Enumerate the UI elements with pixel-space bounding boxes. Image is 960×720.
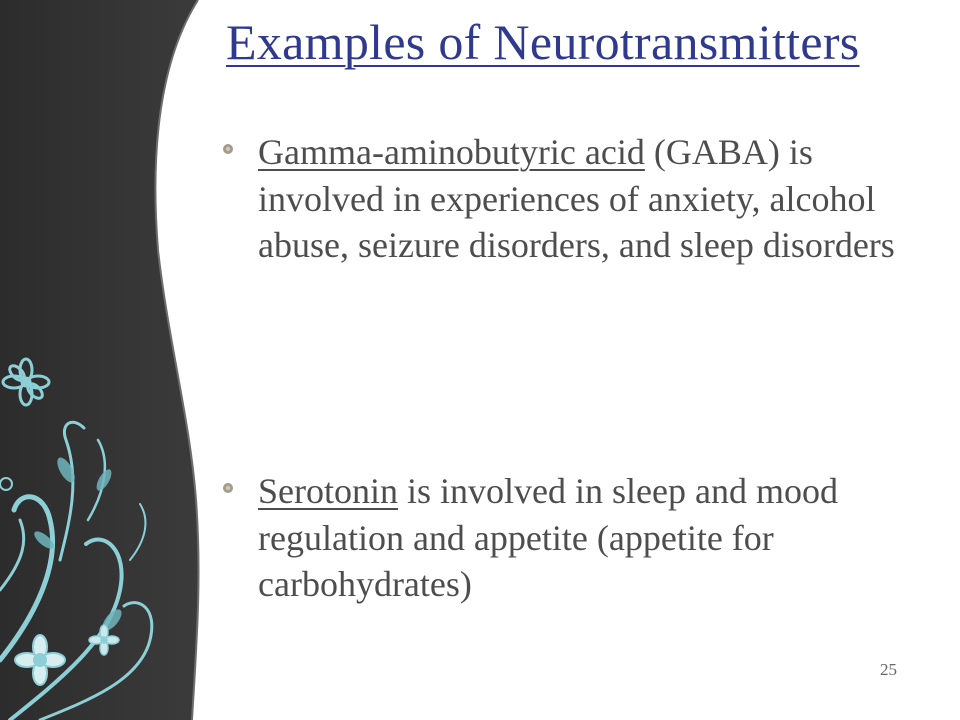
term-link: Serotonin xyxy=(258,471,398,511)
bullet-gaba xyxy=(222,129,922,269)
page-number: 25 xyxy=(880,660,897,679)
slide-title: Examples of Neurotransmitters xyxy=(226,14,860,70)
bullet-dot-icon xyxy=(222,482,234,494)
bullet-text: Gamma-aminobutyric acid (GABA) is involved in experiences of anxiety, alcohol abuse, seizure disorders, and sleep disorders xyxy=(258,132,895,265)
bullet-dot-icon xyxy=(222,143,234,155)
bullet-serotonin xyxy=(222,468,922,608)
bullet-text: Serotonin is involved in sleep and mood regulation and appetite (appetite for carbohydrates) xyxy=(258,471,838,604)
term-link: Gamma-aminobutyric acid xyxy=(258,132,645,172)
